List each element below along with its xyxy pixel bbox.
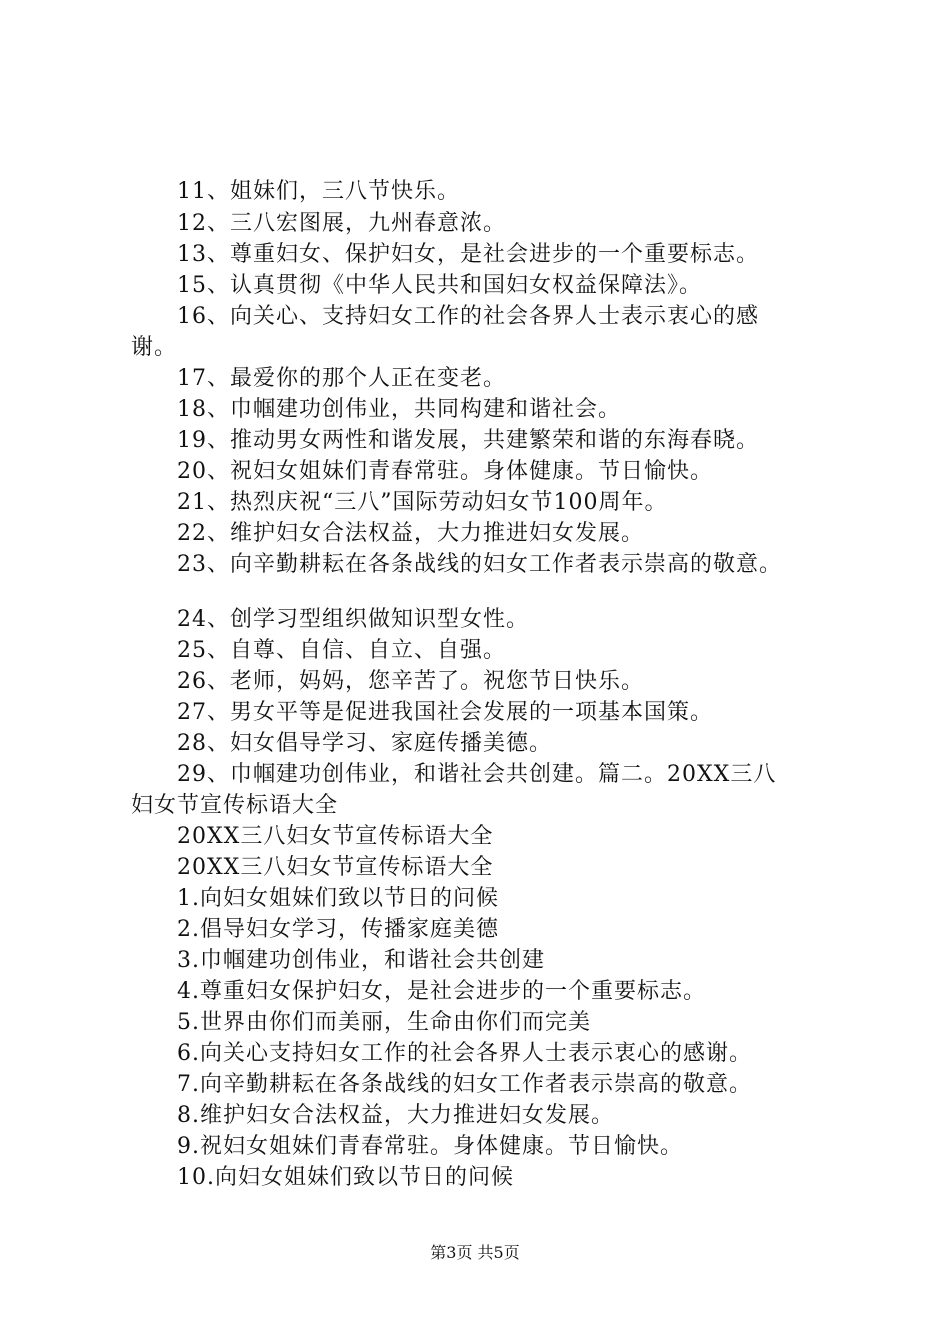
- text-line: 妇女节宣传标语大全: [131, 793, 339, 818]
- text-line: 20XX三八妇女节宣传标语大全: [177, 824, 494, 849]
- text-line: 17、最爱你的那个人正在变老。: [177, 366, 506, 391]
- text-line: 7.向辛勤耕耘在各条战线的妇女工作者表示崇高的敬意。: [177, 1072, 752, 1097]
- text-line: 26、老师，妈妈，您辛苦了。祝您节日快乐。: [177, 669, 644, 694]
- text-line: 3.巾帼建功创伟业，和谐社会共创建: [177, 948, 545, 973]
- text-line: 8.维护妇女合法权益，大力推进妇女发展。: [177, 1103, 614, 1128]
- text-line: 6.向关心支持妇女工作的社会各界人士表示衷心的感谢。: [177, 1041, 752, 1066]
- text-line: 20、祝妇女姐妹们青春常驻。身体健康。节日愉快。: [177, 459, 713, 484]
- text-line: 9.祝妇女姐妹们青春常驻。身体健康。节日愉快。: [177, 1134, 683, 1159]
- page-footer: 第3页 共5页: [430, 1243, 520, 1262]
- text-line: 谢。: [131, 335, 178, 360]
- text-line: 18、巾帼建功创伟业，共同构建和谐社会。: [177, 397, 621, 422]
- text-line: 1.向妇女姐妹们致以节日的问候: [177, 886, 499, 911]
- text-line: 20XX三八妇女节宣传标语大全: [177, 855, 494, 880]
- text-line: 4.尊重妇女保护妇女，是社会进步的一个重要标志。: [177, 979, 706, 1004]
- text-line: 22、维护妇女合法权益，大力推进妇女发展。: [177, 521, 644, 546]
- text-line: 12、三八宏图展，九州春意浓。: [177, 211, 506, 236]
- text-line: 21、热烈庆祝“三八”国际劳动妇女节100周年。: [177, 490, 668, 515]
- text-line: 25、自尊、自信、自立、自强。: [177, 638, 506, 663]
- text-line: 5.世界由你们而美丽，生命由你们而完美: [177, 1010, 591, 1035]
- text-line: 24、创学习型组织做知识型女性。: [177, 607, 529, 632]
- text-line: 2.倡导妇女学习，传播家庭美德: [177, 917, 499, 942]
- text-line: 19、推动男女两性和谐发展，共建繁荣和谐的东海春晓。: [177, 428, 759, 453]
- text-line: 11、姐妹们，三八节快乐。: [177, 179, 460, 204]
- text-line: 27、男女平等是促进我国社会发展的一项基本国策。: [177, 700, 713, 725]
- text-line: 28、妇女倡导学习、家庭传播美德。: [177, 731, 552, 756]
- text-line: 15、认真贯彻《中华人民共和国妇女权益保障法》。: [177, 273, 702, 298]
- text-line: 10.向妇女姐妹们致以节日的问候: [177, 1165, 514, 1190]
- text-line: 29、巾帼建功创伟业，和谐社会共创建。篇二。20XX三八: [177, 762, 777, 787]
- text-line: 13、尊重妇女、保护妇女，是社会进步的一个重要标志。: [177, 242, 759, 267]
- text-line: 23、向辛勤耕耘在各条战线的妇女工作者表示崇高的敬意。: [177, 552, 782, 577]
- text-line: 16、向关心、支持妇女工作的社会各界人士表示衷心的感: [177, 304, 759, 329]
